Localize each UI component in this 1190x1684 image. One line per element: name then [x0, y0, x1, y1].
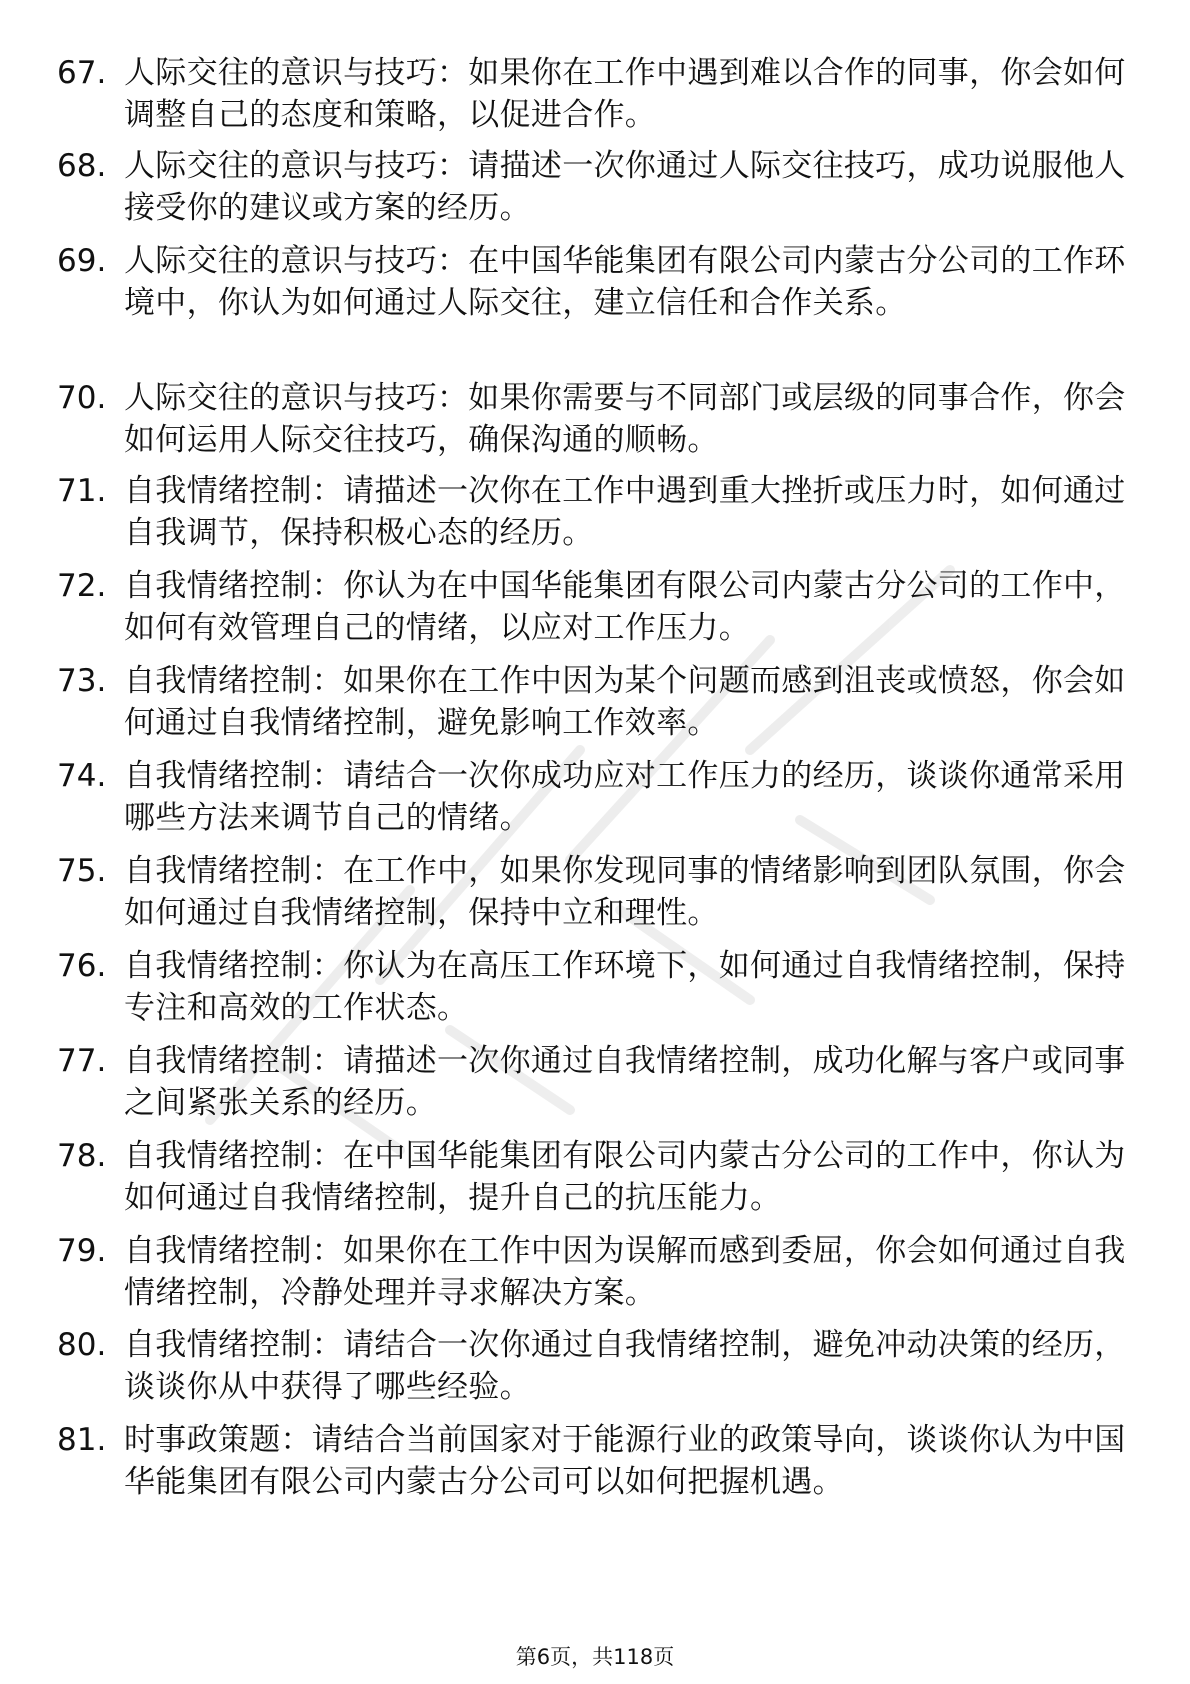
- question-text: 人际交往的意识与技巧：如果你需要与不同部门或层级的同事合作，你会如何运用人际交往技巧，确保沟通的顺畅。: [124, 380, 1126, 458]
- question-number: 67.: [57, 55, 107, 91]
- question-text: 自我情绪控制：请描述一次你在工作中遇到重大挫折或压力时，如何通过自我调节，保持积极心态的经历。: [124, 473, 1126, 551]
- question-text: 自我情绪控制：如果你在工作中因为误解而感到委屈，你会如何通过自我情绪控制，冷静处理并寻求解决方案。: [124, 1233, 1126, 1311]
- question-number: 68.: [57, 148, 107, 184]
- page-number-footer: 第6页，共118页: [515, 1645, 675, 1669]
- question-text: 自我情绪控制：请描述一次你通过自我情绪控制，成功化解与客户或同事之间紧张关系的经历。: [124, 1043, 1126, 1121]
- question-number: 78.: [57, 1138, 107, 1174]
- question-number: 74.: [57, 758, 107, 794]
- question-text: 自我情绪控制：在中国华能集团有限公司内蒙古分公司的工作中，你认为如何通过自我情绪控制，提升自己的抗压能力。: [124, 1138, 1126, 1216]
- question-number: 76.: [57, 948, 107, 984]
- question-number: 77.: [57, 1043, 107, 1079]
- question-number: 81.: [57, 1422, 107, 1458]
- question-number: 73.: [57, 663, 107, 699]
- question-text: 人际交往的意识与技巧：请描述一次你通过人际交往技巧，成功说服他人接受你的建议或方案的经历。: [124, 148, 1126, 226]
- question-number: 72.: [57, 568, 107, 604]
- question-text: 自我情绪控制：请结合一次你通过自我情绪控制，避免冲动决策的经历，谈谈你从中获得了哪些经验。: [124, 1327, 1126, 1405]
- question-number: 79.: [57, 1233, 107, 1269]
- question-text: 人际交往的意识与技巧：如果你在工作中遇到难以合作的同事，你会如何调整自己的态度和策略，以促进合作。: [124, 55, 1126, 133]
- question-text: 时事政策题：请结合当前国家对于能源行业的政策导向，谈谈你认为中国华能集团有限公司内蒙古分公司可以如何把握机遇。: [124, 1422, 1126, 1500]
- question-text: 自我情绪控制：你认为在高压工作环境下，如何通过自我情绪控制，保持专注和高效的工作状态。: [124, 948, 1126, 1026]
- question-number: 71.: [57, 473, 107, 509]
- question-text: 人际交往的意识与技巧：在中国华能集团有限公司内蒙古分公司的工作环境中，你认为如何通过人际交往，建立信任和合作关系。: [124, 243, 1126, 321]
- question-number: 80.: [57, 1327, 107, 1363]
- question-text: 自我情绪控制：请结合一次你成功应对工作压力的经历，谈谈你通常采用哪些方法来调节自己的情绪。: [124, 758, 1126, 836]
- question-text: 自我情绪控制：在工作中，如果你发现同事的情绪影响到团队氛围，你会如何通过自我情绪控制，保持中立和理性。: [124, 853, 1126, 931]
- question-text: 自我情绪控制：你认为在中国华能集团有限公司内蒙古分公司的工作中，如何有效管理自己的情绪，以应对工作压力。: [124, 568, 1126, 646]
- question-text: 自我情绪控制：如果你在工作中因为某个问题而感到沮丧或愤怒，你会如何通过自我情绪控制，避免影响工作效率。: [124, 663, 1126, 741]
- question-number: 75.: [57, 853, 107, 889]
- question-number: 70.: [57, 380, 107, 416]
- question-number: 69.: [57, 243, 107, 279]
